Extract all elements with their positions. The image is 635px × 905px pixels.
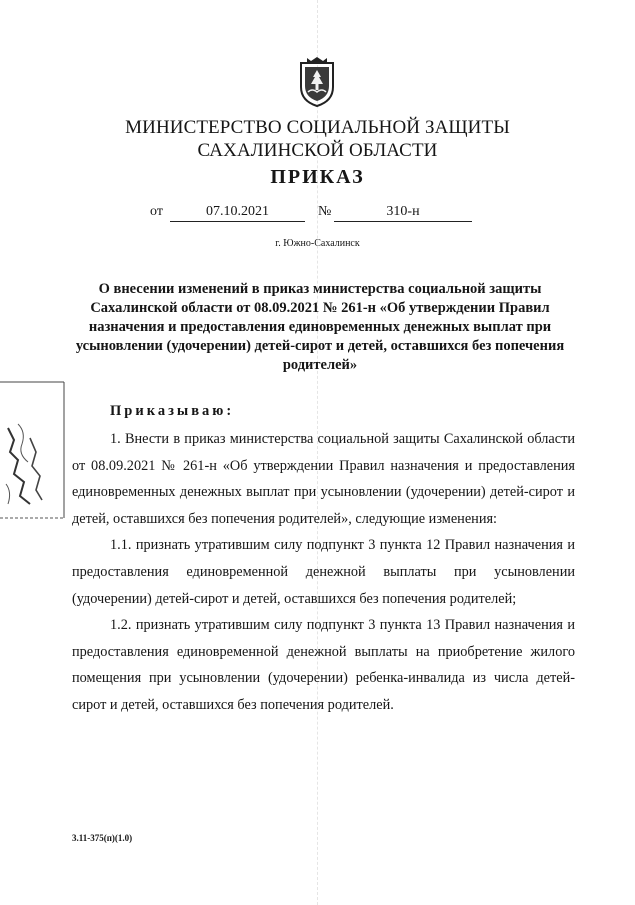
order-number: 310-н: [334, 204, 472, 222]
order-item-1: 1. Внести в приказ министерства социальной защиты Сахалинской области от 08.09.2021 № 261-н «Об утверждении Правил назначения и предоставления единовременных денежных выплат при усыновлении (удочерении) детей-сирот и детей, оставшихся без попечения родителей», следующие изменения:: [72, 431, 575, 527]
number-label: №: [318, 204, 332, 219]
ministry-name-line2: САХАЛИНСКОЙ ОБЛАСТИ: [197, 140, 438, 161]
order-item-1-1: 1.1. признать утратившим силу подпункт 3 пункта 12 Правил назначения и предоставления единовременной денежной выплаты при усыновлении (удочерении) детей-сирот и детей, оставшихся без попечения родителей;: [72, 537, 575, 607]
order-date: 07.10.2021: [170, 204, 305, 222]
order-item-1-2: 1.2. признать утратившим силу подпункт 3 пункта 13 Правил назначения и предоставления единовременной денежной выплаты на приобретение жилого помещения при усыновлении (удочерении) ребенка-инвалида из числа детей-сирот и детей, оставшихся без попечения родителей.: [72, 617, 575, 713]
ministry-name: [0, 116, 635, 162]
city-name: г. Южно-Сахалинск: [275, 238, 360, 249]
orders-keyword: Приказываю:: [110, 403, 235, 419]
order-body: [72, 426, 575, 719]
order-subject: О внесении изменений в приказ министерства социальной защиты Сахалинской области от 08.09.2021 № 261-н «Об утверждении Правил назначения и предоставления единовременных денежных выплат при усыновлении (удочерении) детей-сирот и детей, оставшихся без попечения родителей»: [75, 281, 565, 373]
date-label: от: [150, 204, 163, 219]
ministry-name-line1: МИНИСТЕРСТВО СОЦИАЛЬНОЙ ЗАЩИТЫ: [125, 117, 510, 138]
document-type-title: ПРИКАЗ: [270, 166, 365, 188]
approval-stamp-mark: [0, 380, 66, 522]
coat-of-arms-icon: [297, 57, 337, 107]
form-code: 3.11-375(п)(1.0): [72, 833, 133, 843]
